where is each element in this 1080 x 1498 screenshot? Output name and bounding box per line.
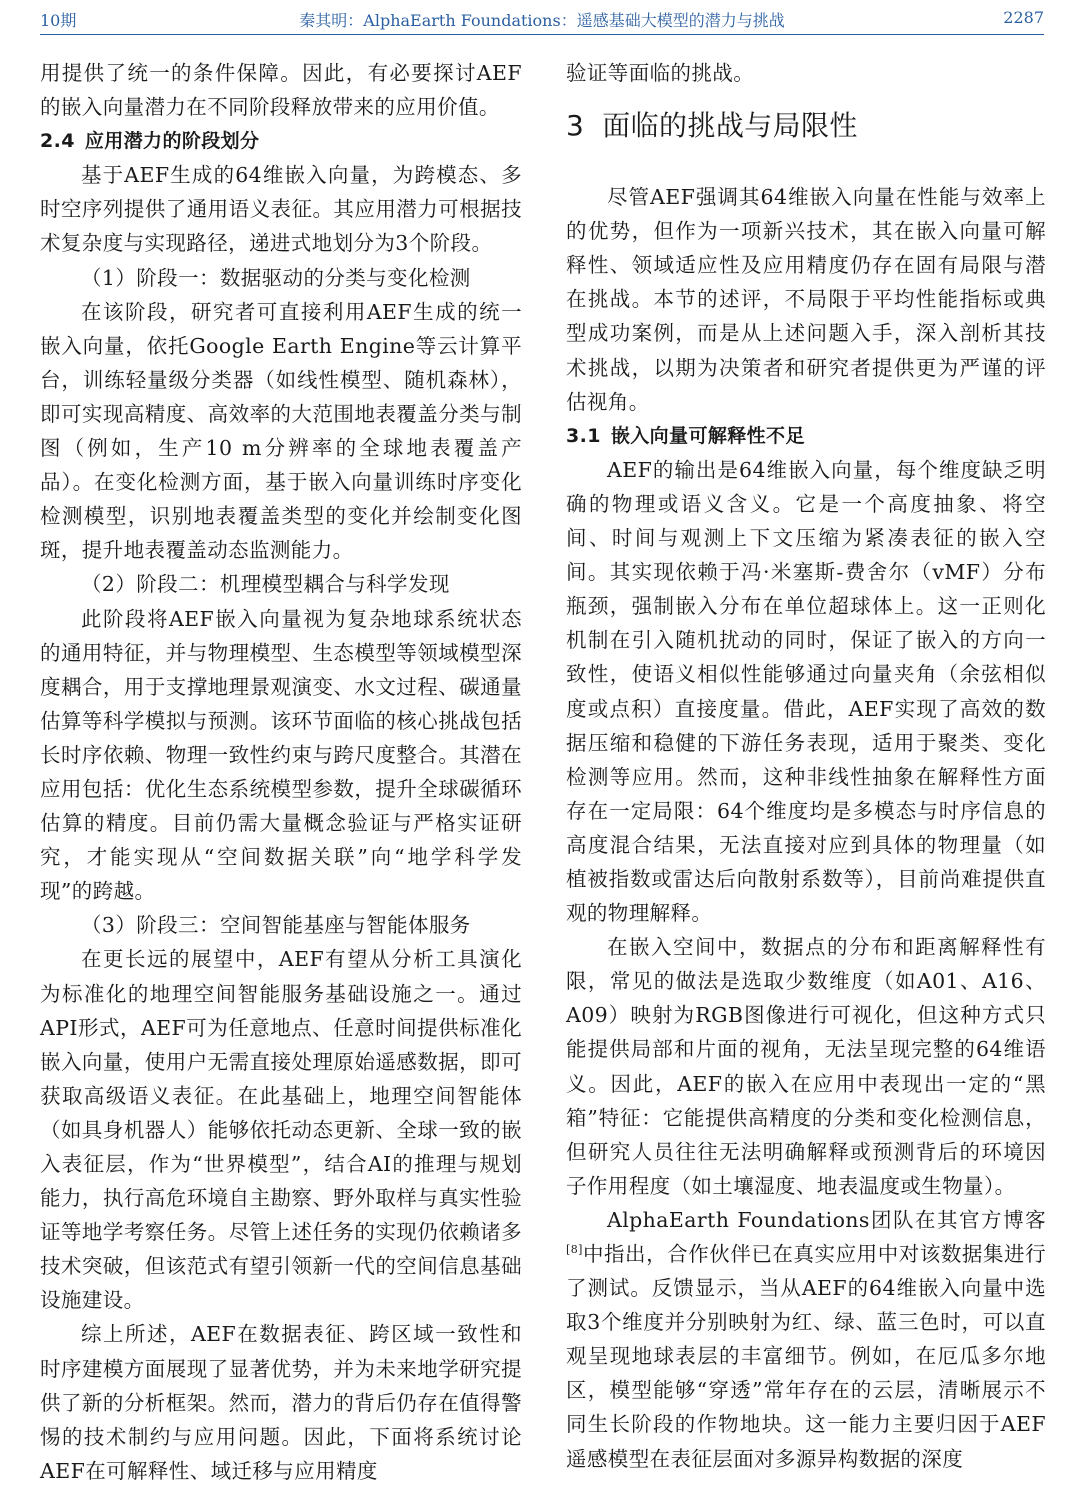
section-title: 嵌入向量可解释性不足 [610, 424, 805, 447]
section-heading-3 [566, 106, 1046, 146]
section-number: 3 [566, 109, 585, 143]
citation-ref: [8] [566, 1243, 583, 1256]
right-column [566, 56, 1046, 1476]
stage-heading-2: （2）阶段二：机理模型耦合与科学发现 [81, 572, 450, 597]
paragraph: 此阶段将AEF嵌入向量视为复杂地球系统状态的通用特征，并与物理模型、生态模型等领域模型深度耦合，用于支撑地理景观演变、水文过程、碳通量估算等科学模拟与预测。该环节面临的核心挑战包括长时序依赖、物理一致性约束与跨尺度整合。其潜在应用包括：优化生态系统模型参数，提升全球碳循环估算的精度。目前仍需大量概念验证与严格实证研究，才能实现从“空间数据关联”向“地学科学发现”的跨越。 [40, 606, 522, 904]
paragraph: 基于AEF生成的64维嵌入向量，为跨模态、多时空序列提供了通用语义表征。其应用潜力可根据技术复杂度与实现路径，递进式地划分为3个阶段。 [40, 163, 522, 256]
paragraph: AEF的输出是64维嵌入向量，每个维度缺乏明确的物理或语义含义。它是一个高度抽象、将空间、时间与观测上下文压缩为紧凑表征的嵌入空间。其实现依赖于冯·米塞斯-费舍尔（vMF）分布瓶颈，强制嵌入分布在单位超球体上。这一正则化机制在引入随机扰动的同时，保证了嵌入的方向一致性，使语义相似性能够通过向量夹角（余弦相似度或点积）直接度量。借此，AEF实现了高效的数据压缩和稳健的下游任务表现，适用于聚类、变化检测等应用。然而，这种非线性抽象在解释性方面存在一定局限：64个维度均是多模态与时序信息的高度混合结果，无法直接对应到具体的物理量（如植被指数或雷达后向散射系数等），目前尚难提供直观的物理解释。 [566, 457, 1046, 926]
section-heading-3-1 [566, 419, 1046, 453]
paragraph-text: 中指出，合作伙伴已在真实应用中对该数据集进行了测试。反馈显示，当从AEF的64维嵌入向量中选取3个维度并分别映射为红、绿、蓝三色时，可以直观呈现地球表层的丰富细节。例如，在厄瓜多尔地区，模型能够“穿透”常年存在的云层，清晰展示不同生长阶段的作物地块。这一能力主要归因于AEF遥感模型在表征层面对多源异构数据的深度 [566, 1242, 1046, 1471]
section-number: 3.1 [566, 424, 601, 447]
stage-heading-1: （1）阶段一：数据驱动的分类与变化检测 [81, 265, 471, 290]
header-rule [40, 34, 1044, 35]
left-column [40, 56, 522, 1488]
paragraph: 综上所述，AEF在数据表征、跨区域一致性和时序建模方面展现了显著优势，并为未来地学研究提供了新的分析框架。然而，潜力的背后仍存在值得警惕的技术制约与应用问题。因此，下面将系统讨论AEF在可解释性、域迁移与应用精度 [40, 1322, 522, 1483]
paragraph-text: AlphaEarth Foundations团队在其官方博客 [607, 1207, 1046, 1232]
paragraph: 在该阶段，研究者可直接利用AEF生成的统一嵌入向量，依托Google Earth Engine等云计算平台，训练轻量级分类器（如线性模型、随机森林），即可实现高精度、高效率的大范围地表覆盖分类与制图（例如，生产10 m分辨率的全球地表覆盖产品）。在变化检测方面，基于嵌入向量训练时序变化检测模型，识别地表覆盖类型的变化并绘制变化图斑，提升地表覆盖动态监测能力。 [40, 299, 522, 563]
section-title: 应用潜力的阶段划分 [84, 130, 260, 153]
stage-heading-3: （3）阶段三：空间智能基座与智能体服务 [81, 913, 471, 938]
paragraph: 在更长远的展望中，AEF有望从分析工具演化为标准化的地理空间智能服务基础设施之一。通过API形式，AEF可为任意地点、任意时间提供标准化嵌入向量，使用户无需直接处理原始遥感数据，即可获取高级语义表征。在此基础上，地理空间智能体（如具身机器人）能够依托动态更新、全球一致的嵌入表征层，作为“世界模型”，结合AI的推理与规划能力，执行高危环境自主勘察、野外取样与真实性验证等地学考察任务。尽管上述任务的实现仍依赖诸多技术突破，但该范式有望引领新一代的空间信息基础设施建设。 [40, 947, 522, 1313]
running-header [40, 4, 1044, 34]
page-number: 2287 [1003, 8, 1044, 27]
section-heading-2-4 [40, 124, 522, 158]
section-title: 面临的挑战与局限性 [602, 109, 858, 143]
issue-number: 10期 [40, 11, 77, 30]
paragraph: 在嵌入空间中，数据点的分布和距离解释性有限，常见的做法是选取少数维度（如A01、A16、A09）映射为RGB图像进行可视化，但这种方式只能提供局部和片面的视角，无法呈现完整的64维语义。因此，AEF的嵌入在应用中表现出一定的“黑箱”特征：它能提供高精度的分类和变化检测信息，但研究人员往往无法明确解释或预测背后的环境因子作用程度（如土壤湿度、地表温度或生物量）。 [566, 935, 1046, 1198]
running-title: 秦其明：AlphaEarth Foundations：遥感基础大模型的潜力与挑战 [299, 11, 785, 30]
paragraph: 验证等面临的挑战。 [566, 61, 755, 85]
paragraph: 用提供了统一的条件保障。因此，有必要探讨AEF的嵌入向量潜力在不同阶段释放带来的应用价值。 [40, 61, 522, 120]
paragraph [566, 1203, 1046, 1476]
paragraph: 尽管AEF强调其64维嵌入向量在性能与效率上的优势，但作为一项新兴技术，其在嵌入向量可解释性、领域适应性及应用精度仍存在固有局限与潜在挑战。本节的述评，不局限于平均性能指标或典型成功案例，而是从上述问题入手，深入剖析其技术挑战，以期为决策者和研究者提供更为严谨的评估视角。 [566, 185, 1046, 414]
section-number: 2.4 [40, 130, 75, 153]
